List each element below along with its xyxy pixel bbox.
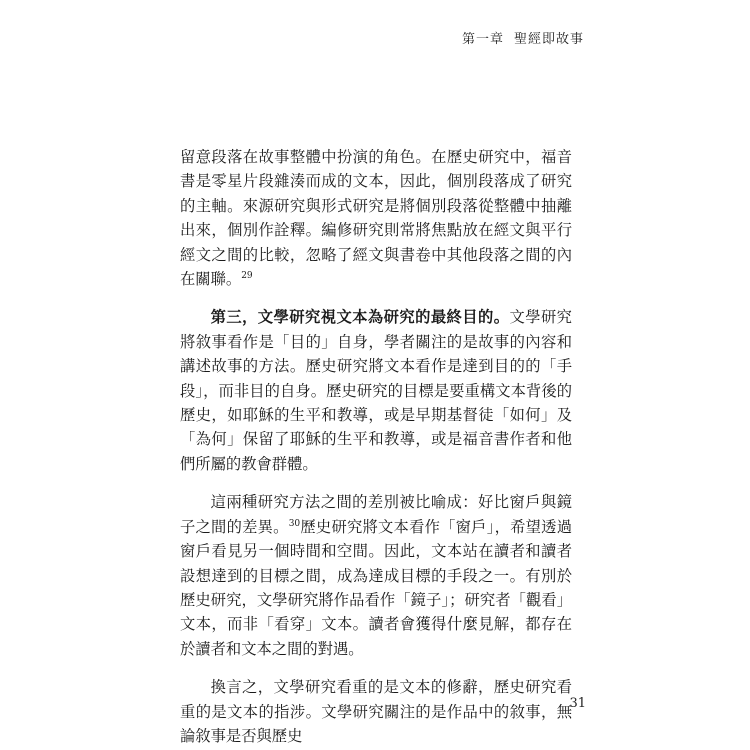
footnote-marker: 29 bbox=[241, 270, 253, 281]
paragraph-in-other-words bbox=[180, 675, 572, 748]
paragraph-text: 歷史研究將文本看作「窗戶」，希望透過窗戶看見另一個時間和空間。因此，文本站在讀者和讀者設想達到的目標之間，成為達成目標的手段之一。有別於歷史研究，文學研究將作品看作「鏡子」；研究者「觀看」文本，而非「看穿」文本。讀者會獲得什麼見解，都存在於讀者和文本之間的對遇。 bbox=[180, 517, 572, 658]
page-number: 31 bbox=[569, 696, 586, 711]
page-body bbox=[180, 145, 572, 748]
running-header bbox=[462, 28, 584, 47]
paragraph-text: 這兩種研究方法之間的差別被比喻成：好比窗戶與鏡子之間的差異。 bbox=[180, 493, 572, 536]
paragraph-window-mirror bbox=[180, 490, 572, 661]
chapter-title: 聖經即故事 bbox=[513, 32, 584, 47]
paragraph-third-point bbox=[180, 305, 572, 476]
paragraph-lead-sentence: 第三，文學研究視文本為研究的最終目的。 bbox=[210, 308, 510, 327]
paragraph-text: 換言之，文學研究看重的是文本的修辭，歷史研究看重的是文本的指涉。文學研究關注的是作品中的敘事，無論敘事是否與歷史 bbox=[180, 678, 572, 745]
chapter-label: 第一章 bbox=[461, 32, 504, 47]
footnote-marker: 30 bbox=[288, 518, 301, 529]
paragraph-text: 留意段落在故事整體中扮演的角色。在歷史研究中，福音書是零星片段雜湊而成的文本，因此，個別段落成了研究的主軸。來源研究與形式研究是將個別段落從整體中抽離出來，個別作詮釋。編修研究則常將焦點放在經文與平行經文之間的比較，忽略了經文與書卷中其他段落之間的內在關聯。 bbox=[180, 148, 572, 289]
paragraph-continuation bbox=[180, 145, 572, 291]
paragraph-text: 文學研究將敘事看作是「目的」自身，學者關注的是故事的內容和講述故事的方法。歷史研究將文本看作是達到目的的「手段」，而非目的自身。歷史研究的目標是要重構文本背後的歷史，如耶穌的生平和教導，或是早期基督徒「如何」及「為何」保留了耶穌的生平和教導，或是福音書作者和他們所屬的教會群體。 bbox=[180, 308, 572, 473]
